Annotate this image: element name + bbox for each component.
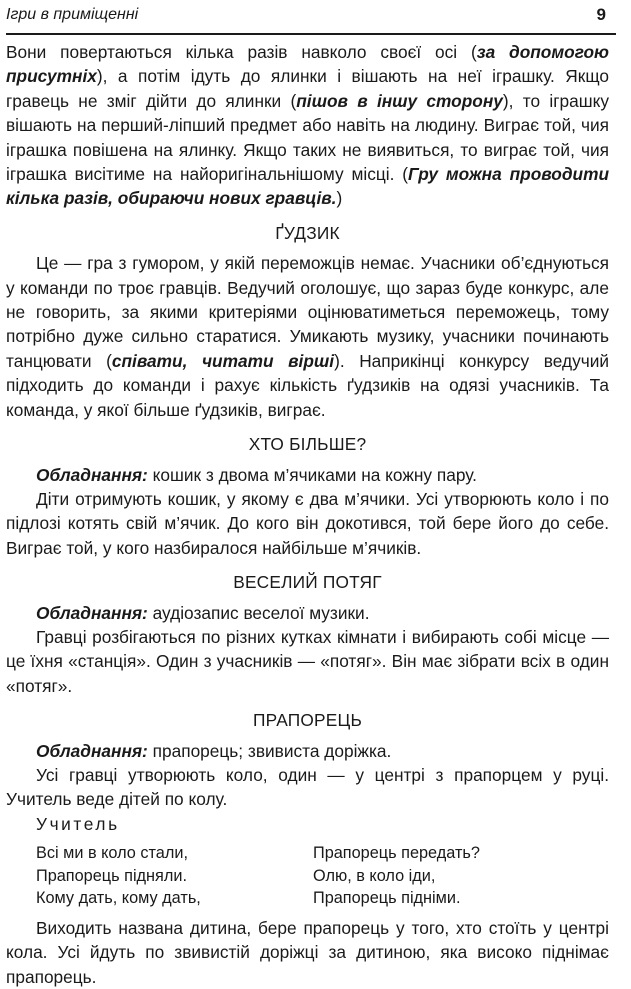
who-more-paragraph: Діти отримують кошик, у якому є два м’ячики. Усі утворюють коло і по підлозі котять свій м’ячик. До кого він докотився, той бере його до себе. Виграє той, у кого назбиралося найбільше м’ячиків. [6,488,609,558]
button-game-paragraph [6,251,609,422]
heading-who-more-game: ХТО БІЛЬШЕ? [248,434,367,455]
page-content [6,40,609,989]
header-rule [6,33,616,35]
flag-paragraph-1: Усі гравці утворюють коло, один — у центрі з прапорцем у руці. Учитель веде дітей по колу. [6,764,609,810]
train-equipment [6,601,609,625]
poem-line: Прапорець підняли. [36,866,187,885]
button-game-emphasis: співати, читати вірші [111,350,335,371]
equipment-label: Обладнання: [36,464,148,485]
equipment-text: кошик з двома м’ячиками на кожну пару. [147,464,477,485]
heading-flag-game: ПРАПОРЕЦЬ [253,710,362,731]
train-paragraph: Гравці розбігаються по різних кутках кімнати і вибирають собі місце — це їхня «станція». Один з учасників — «потяг». Він має зібрати всіх в один «потяг». [6,626,609,696]
poem-line: Прапорець передать? [313,844,480,863]
equipment-label: Обладнання: [36,740,148,761]
equipment-text: прапорець; звивиста доріжка. [147,740,392,761]
poem-line: Олю, в коло іди, [313,866,436,885]
intro-paragraph [6,40,609,211]
poem-line: Кому дать, кому дать, [36,889,201,908]
poem-column-left [6,842,313,910]
running-head [6,3,606,29]
intro-text-1: Вони повертаються кілька разів навколо своєї осі ( [6,42,477,62]
flag-paragraph-2: Виходить названа дитина, бере прапорець у того, хто стоїть у центрі кола. Усі йдуть по звивистій доріжці за дитиною, яка високо піднімає прапорець. [6,917,609,987]
intro-emphasis-3: Гру можна проводити кілька разів, обираючи нових гравців. [6,164,609,209]
poem-column-right [313,842,480,910]
equipment-label: Обладнання: [36,602,148,623]
poem [6,842,609,910]
intro-text-4: ) [336,188,343,209]
intro-text-2: ), а потім ідуть до ялинки і вішають на неї іграшку. Якщо гравець не зміг дійти до ялинки ( [6,66,609,111]
equipment-text: аудіозапис веселої музики. [147,602,370,623]
button-game-text-2: ). Наприкінці конкурсу ведучий підходить до команди і рахує кількість ґудзиків на одязі учасників. Та команда, у якої більше ґудзиків, виграє. [6,350,610,420]
intro-text-3: ), то іграшку вішають на перший-ліпший предмет або навіть на людину. Виграє той, чия іграшка повішена на ялинку. Якщо таких не виявиться, то виграє той, чия іграшка висітиме на найоригінальнішому місці. ( [6,90,609,185]
intro-emphasis-1: за допомогою присутніх [6,42,609,87]
page-number: 9 [596,5,606,24]
speaker-label: Учитель [36,813,120,834]
heading-button-game: ҐУДЗИК [275,222,340,243]
intro-emphasis-2: пішов в іншу сторону [296,90,503,111]
poem-line: Прапорець підніми. [313,889,461,908]
flag-equipment [6,739,609,763]
poem-line: Всі ми в коло стали, [36,844,188,863]
who-more-equipment [6,463,609,487]
heading-train-game: ВЕСЕЛИЙ ПОТЯГ [233,572,382,593]
running-head-title: Ігри в приміщенні [6,6,139,23]
button-game-text-1: Це — гра з гумором, у якій переможців немає. Учасники об’єднуються у команди по троє гравців. Ведучий оголошує, що зараз буде конкурс, але не говорить, за якими критеріями оцінюватиметься переможець, тому потрібно дуже сильно старатися. Умикають музику, учасники починають танцювати ( [6,253,609,371]
